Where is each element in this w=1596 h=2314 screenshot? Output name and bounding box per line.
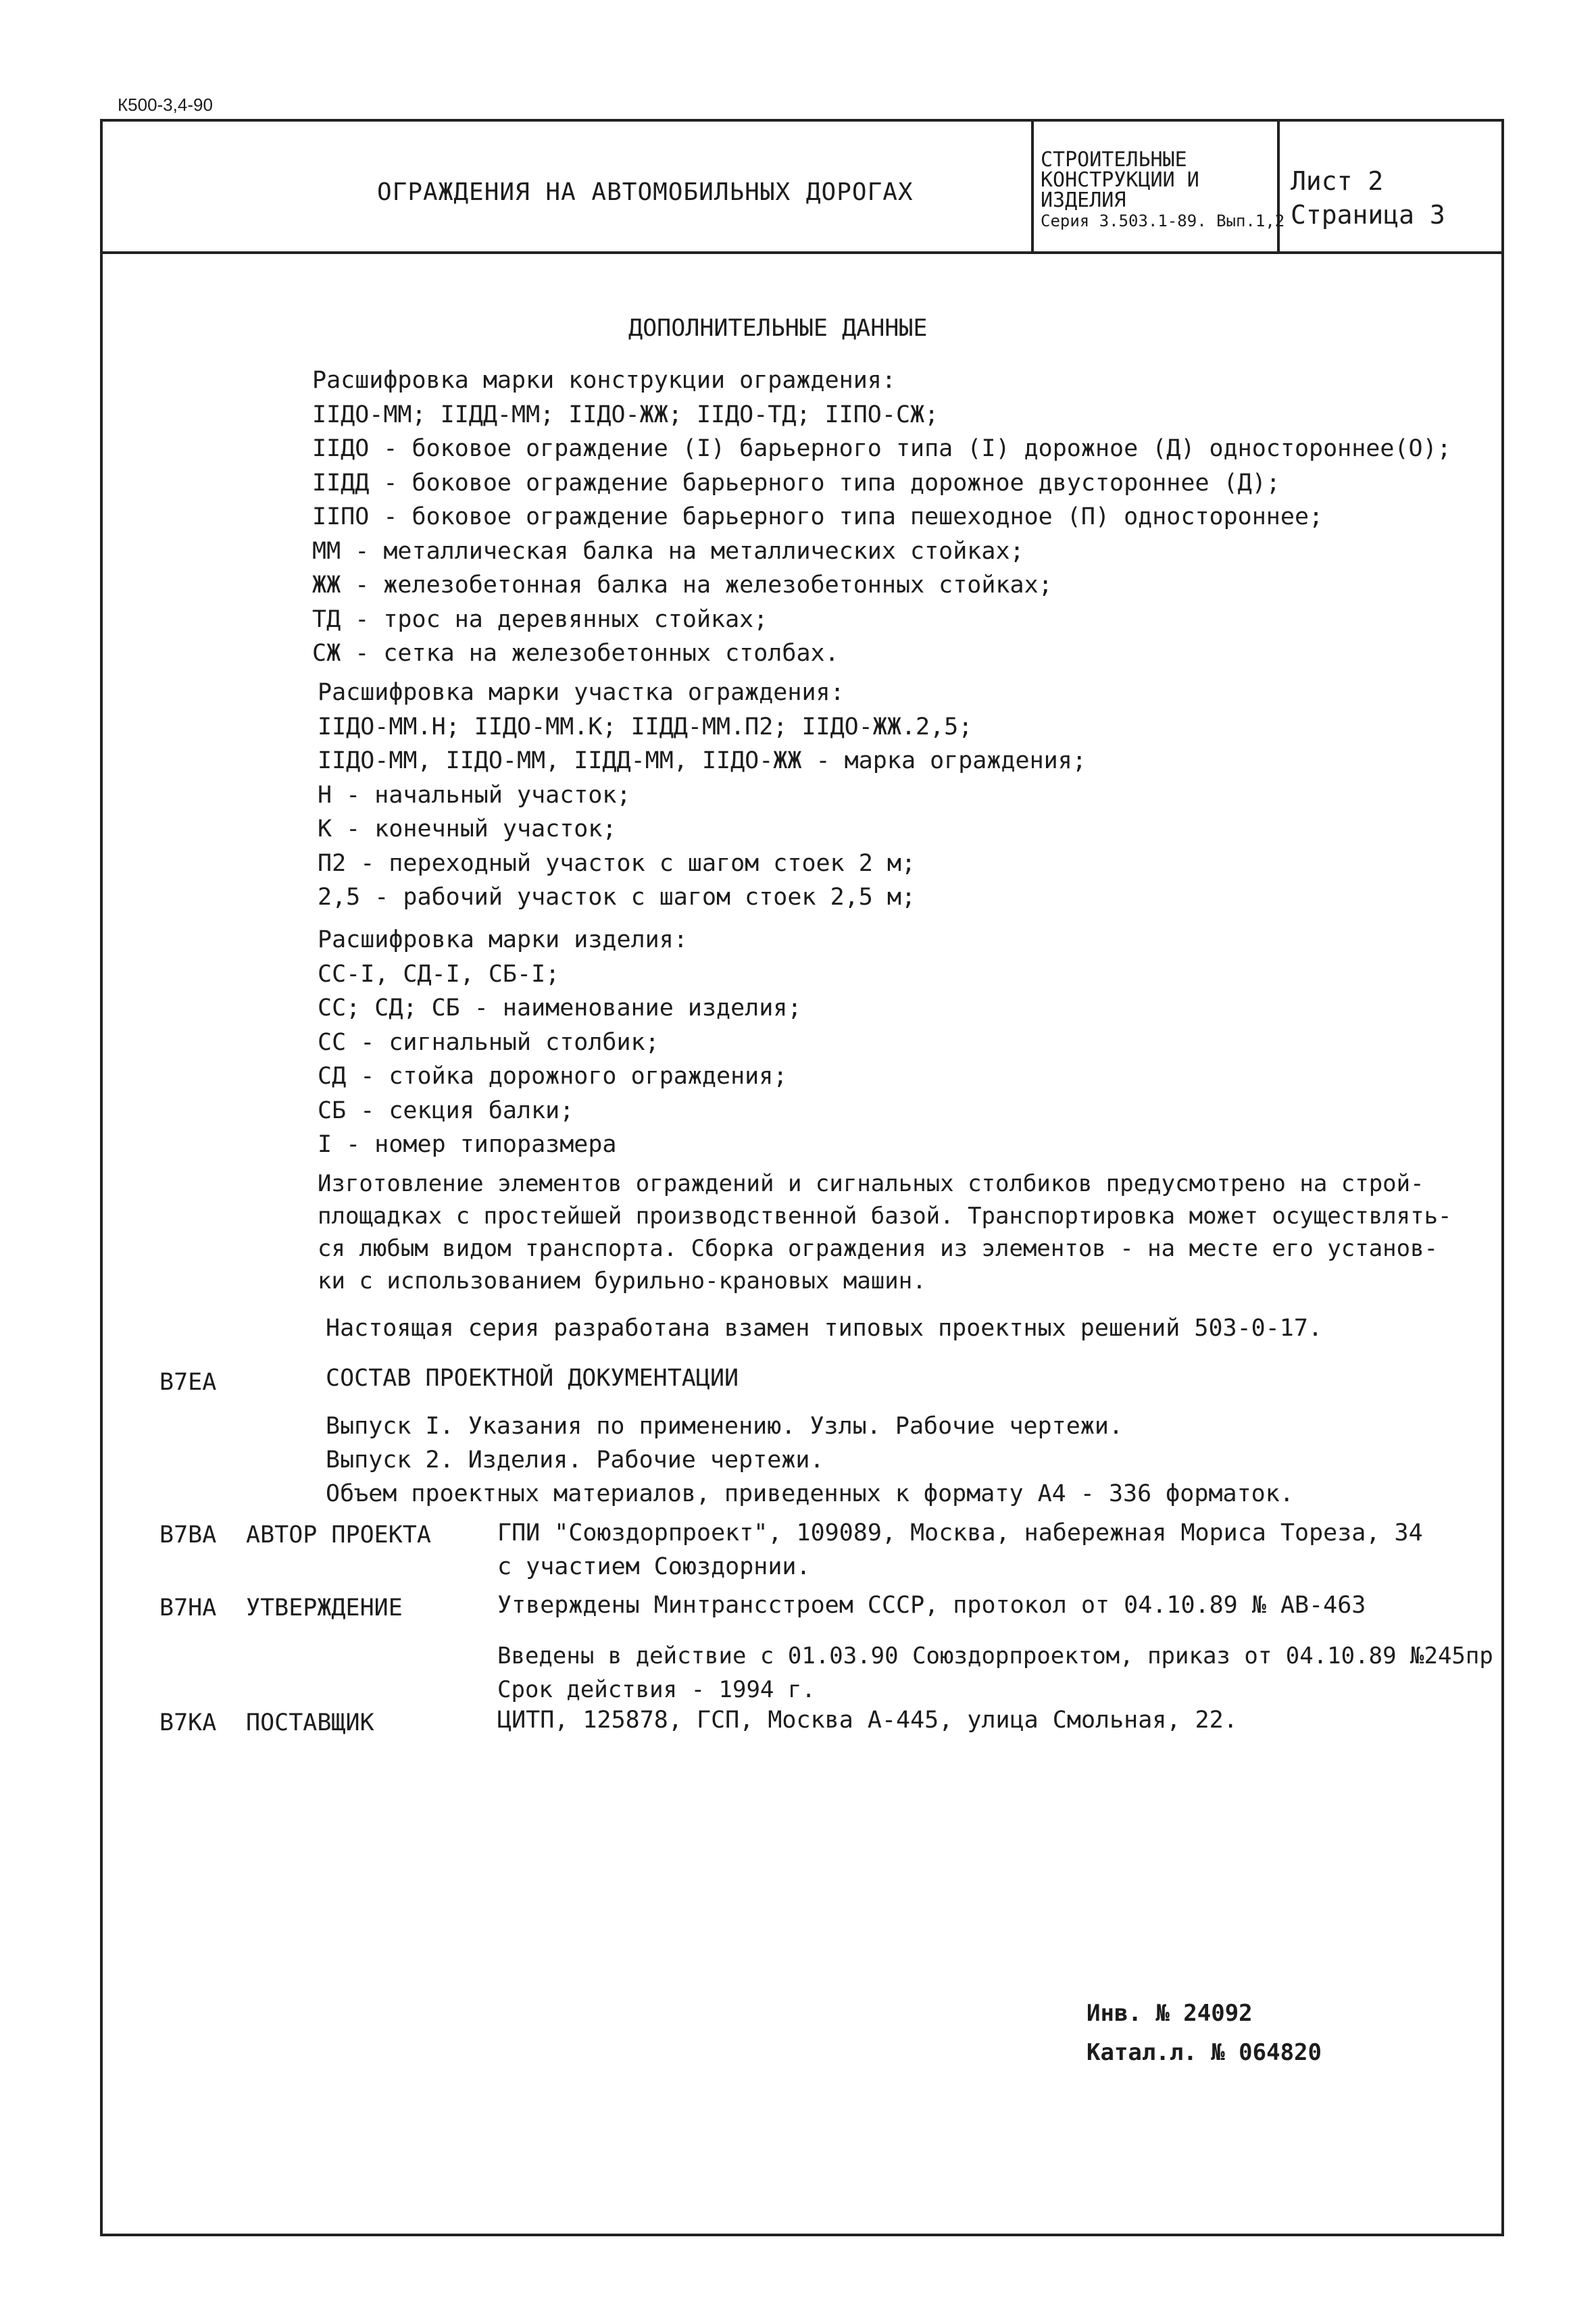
record-label: АВТОР ПРОЕКТА (246, 1521, 431, 1549)
stamp-title: ОГРАЖДЕНИЯ НА АВТОМОБИЛЬНЫХ ДОРОГАХ (377, 178, 914, 206)
text-line: I - номер типоразмера (318, 1131, 617, 1158)
record-text (497, 1707, 1238, 1734)
series-line: КОНСТРУКЦИИ И (1041, 168, 1199, 192)
text-line: IIПО - боковое ограждение барьерного типа пешеходное (П) одностороннее; (312, 503, 1324, 530)
text-line: СС - сигнальный столбик; (318, 1028, 659, 1056)
text-line: ММ - металлическая балка на металлических стойках; (312, 537, 1024, 565)
text-line: ЦИТП, 125878, ГСП, Москва А-445, улица Смольная, 22. (497, 1707, 1238, 1734)
record-label: УТВЕРЖДЕНИЕ (246, 1594, 403, 1621)
text-line: ГПИ "Союздорпроект", 109089, Москва, набережная Мориса Тореза, 34 (497, 1519, 1423, 1546)
catalog-number: Катал.л. № 064820 (1087, 2039, 1322, 2066)
title-block-divider (1031, 119, 1034, 251)
text-line: СБ - секция балки; (318, 1097, 574, 1124)
text-line: СС; СД; СБ - наименование изделия; (318, 995, 802, 1022)
inventory-number: Инв. № 24092 (1087, 2000, 1253, 2027)
composition-lines (326, 1409, 1294, 1511)
sheet-number: Лист 2 (1291, 166, 1384, 196)
text-line: IIДО-ММ; IIДД-ММ; IIДО-ЖЖ; IIДО-ТД; IIПО-СЖ; (312, 401, 939, 428)
document-code: К500-3,4-90 (118, 95, 213, 115)
title-block (100, 119, 1504, 254)
manufacturing-paragraph (318, 1167, 1452, 1297)
text-line: Выпуск 2. Изделия. Рабочие чертежи. (326, 1447, 824, 1474)
text-line: Выпуск I. Указания по применению. Узлы. Рабочие чертежи. (326, 1413, 1124, 1440)
page-number: Страница 3 (1291, 200, 1445, 230)
series-line: ИЗДЕЛИЯ (1041, 188, 1126, 212)
text-line: IIДО-ММ.Н; IIДО-ММ.К; IIДД-ММ.П2; IIДО-ЖЖ.2,5; (318, 713, 973, 740)
text-line: Расшифровка марки участка ограждения: (318, 679, 845, 706)
text-line: СЖ - сетка на железобетонных столбах. (312, 640, 839, 667)
text-line: СС-I, СД-I, СБ-I; (318, 960, 560, 988)
record-text (497, 1592, 1366, 1619)
text-line: Расшифровка марки изделия: (318, 926, 688, 953)
record-label: ПОСТАВЩИК (246, 1709, 374, 1736)
series-line: СТРОИТЕЛЬНЫЕ (1041, 148, 1187, 172)
text-line: ЖЖ - железобетонная балка на железобетонных стойках; (312, 572, 1053, 599)
record-code: В7НА (159, 1594, 217, 1621)
text-line: ТД - трос на деревянных стойках; (312, 605, 768, 633)
series-line: Серия 3.503.1-89. Вып.1,2 (1041, 211, 1285, 230)
text-line: IIДД - боковое ограждение барьерного типа дорожное двустороннее (Д); (312, 469, 1280, 497)
text-line: Срок действия - 1994 г. (497, 1676, 816, 1703)
replacement-note: Настоящая серия разработана взамен типовых проектных решений 503-0-17. (326, 1315, 1323, 1342)
text-line: ки с использованием бурильно-крановых машин. (318, 1267, 926, 1294)
text-line: ся любым видом транспорта. Сборка ограждения из элементов - на месте его установ- (318, 1235, 1439, 1262)
text-line: Н - начальный участок; (318, 781, 631, 809)
text-line: П2 - переходный участок с шагом стоек 2 м; (318, 849, 916, 877)
text-line: с участием Союздорнии. (497, 1553, 811, 1580)
text-line: IIДО-ММ, IIДО-ММ, IIДД-ММ, IIДО-ЖЖ - марка ограждения; (318, 747, 1087, 774)
text-line: Объем проектных материалов, приведенных к формату А4 - 336 форматок. (326, 1480, 1294, 1507)
series-info (1041, 150, 1285, 231)
construction-mark-block (312, 363, 1451, 671)
section-title: ДОПОЛНИТЕЛЬНЫЕ ДАННЫЕ (628, 315, 928, 342)
text-line: Изготовление элементов ограждений и сигнальных столбиков предусмотрено на строй- (318, 1170, 1424, 1197)
text-line: Утверждены Минтрансстроем СССР, протокол от 04.10.89 № АВ-463 (497, 1592, 1366, 1619)
section-mark-block (318, 676, 1087, 915)
text-line: СД - стойка дорожного ограждения; (318, 1063, 788, 1090)
record-code: В7ВА (159, 1521, 217, 1549)
composition-code: В7ЕА (159, 1369, 217, 1396)
text-line: Введены в действие с 01.03.90 Союздорпроектом, приказ от 04.10.89 №245пр (497, 1642, 1493, 1669)
record-text (497, 1639, 1493, 1707)
text-line: К - конечный участок; (318, 815, 617, 842)
text-line: IIДО - боковое ограждение (I) барьерного типа (I) дорожное (Д) одностороннее(О); (312, 435, 1451, 462)
text-line: Расшифровка марки конструкции ограждения: (312, 367, 896, 394)
composition-title: СОСТАВ ПРОЕКТНОЙ ДОКУМЕНТАЦИИ (326, 1365, 739, 1392)
record-code: В7КА (159, 1709, 217, 1736)
text-line: 2,5 - рабочий участок с шагом стоек 2,5 м; (318, 884, 916, 911)
record-text (497, 1516, 1423, 1584)
product-mark-block (318, 923, 801, 1162)
text-line: площадках с простейшей производственной базой. Транспортировка может осуществлять- (318, 1203, 1452, 1230)
